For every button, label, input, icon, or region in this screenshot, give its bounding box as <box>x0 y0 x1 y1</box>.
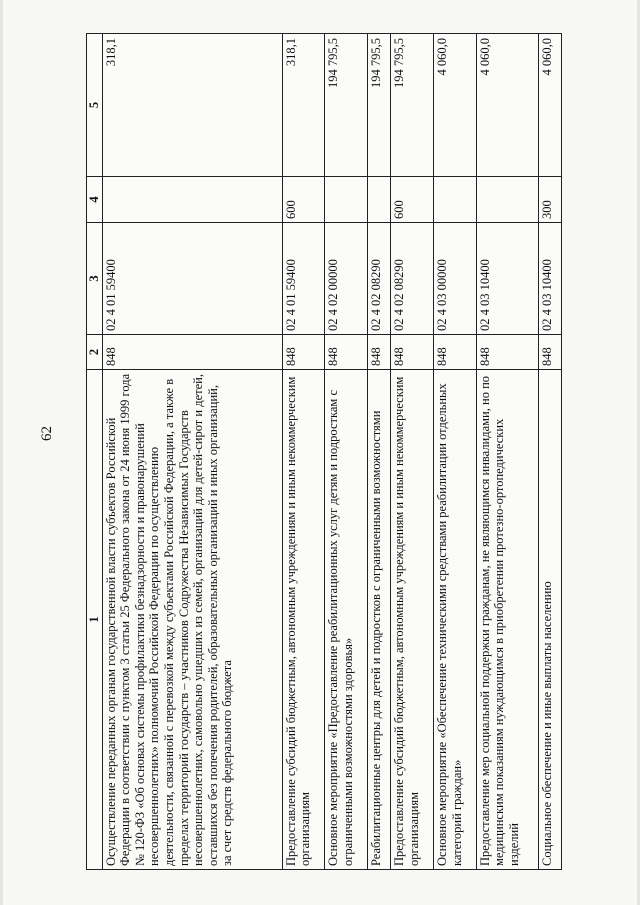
header-col-4: 4 <box>87 177 103 223</box>
header-col-1: 1 <box>87 370 103 870</box>
rotated-table-container <box>86 34 562 870</box>
header-col-5: 5 <box>87 34 103 177</box>
row-sum: 194 795,5 <box>391 34 434 177</box>
row-vr: 600 <box>282 177 325 223</box>
row-name: Предоставление субсидий бюджетным, автономным учреждениям и иным некоммерческим организациям <box>282 370 325 870</box>
header-row <box>87 34 103 870</box>
row-ved: 848 <box>282 335 325 370</box>
row-name: Предоставление субсидий бюджетным, автономным учреждениям и иным некоммерческим организациям <box>391 370 434 870</box>
row-ved: 848 <box>538 335 561 370</box>
table-row <box>391 34 434 870</box>
row-ved: 848 <box>367 335 390 370</box>
header-col-3: 3 <box>87 223 103 335</box>
row-vr <box>325 177 368 223</box>
row-name: Осуществление переданных органам государственной власти субъектов Российской Федерации в соответствии с пунктом 3 статьи 25 Федерального закона от 24 июня 1999 года № 120-ФЗ «Об основах системы профилактики безнадзорности и правонарушений несовершеннолетних» полномочий Российской Федерации по осуществлению деятельности, связанной с перевозкой между субъектами Российской Федерации, а также в пределах территорий государств – участников Содружества Независимых Государств несовершеннолетних, самовольно ушедших из семей, организаций для детей-сирот и детей, оставшихся без попечения родителей, образовательных организаций и иных организаций, за счет средств федерального бюджета <box>102 370 282 870</box>
row-ved: 848 <box>433 335 476 370</box>
row-ved: 848 <box>102 335 282 370</box>
header-col-2: 2 <box>87 335 103 370</box>
table-row <box>325 34 368 870</box>
row-sum: 194 795,5 <box>325 34 368 177</box>
row-vr <box>476 177 538 223</box>
row-vr: 600 <box>391 177 434 223</box>
row-sum: 318,1 <box>102 34 282 177</box>
row-sum: 4 060,0 <box>433 34 476 177</box>
row-ved: 848 <box>476 335 538 370</box>
row-vr <box>367 177 390 223</box>
scan-edge-left <box>0 0 3 905</box>
row-sum: 318,1 <box>282 34 325 177</box>
table-row <box>538 34 561 870</box>
row-kcsr: 02 4 03 10400 <box>538 223 561 335</box>
row-ved: 848 <box>391 335 434 370</box>
row-ved: 848 <box>325 335 368 370</box>
table-row <box>476 34 538 870</box>
row-kcsr: 02 4 03 10400 <box>476 223 538 335</box>
table-row <box>282 34 325 870</box>
table-row <box>367 34 390 870</box>
row-name: Основное мероприятие «Обеспечение техническими средствами реабилитации отдельных категорий граждан» <box>433 370 476 870</box>
row-kcsr: 02 4 01 59400 <box>102 223 282 335</box>
row-sum: 194 795,5 <box>367 34 390 177</box>
row-name: Реабилитационные центры для детей и подростков с ограниченными возможностями <box>367 370 390 870</box>
row-name: Социальное обеспечение и иные выплаты населению <box>538 370 561 870</box>
row-name: Предоставление мер социальной поддержки гражданам, не являющимся инвалидами, но по медицинским показаниям нуждающимся в приобретении протезно-ортопедических изделий <box>476 370 538 870</box>
row-kcsr: 02 4 02 08290 <box>391 223 434 335</box>
row-vr <box>433 177 476 223</box>
row-kcsr: 02 4 01 59400 <box>282 223 325 335</box>
table-row <box>433 34 476 870</box>
table-row <box>102 34 282 870</box>
row-kcsr: 02 4 02 00000 <box>325 223 368 335</box>
row-vr: 300 <box>538 177 561 223</box>
budget-table <box>86 33 562 870</box>
row-kcsr: 02 4 02 08290 <box>367 223 390 335</box>
row-vr <box>102 177 282 223</box>
page-number: 62 <box>39 426 55 441</box>
row-name: Основное мероприятие «Предоставление реабилитационных услуг детям и подросткам с ограниченными возможностями здоровья» <box>325 370 368 870</box>
row-kcsr: 02 4 03 00000 <box>433 223 476 335</box>
row-sum: 4 060,0 <box>538 34 561 177</box>
row-sum: 4 060,0 <box>476 34 538 177</box>
